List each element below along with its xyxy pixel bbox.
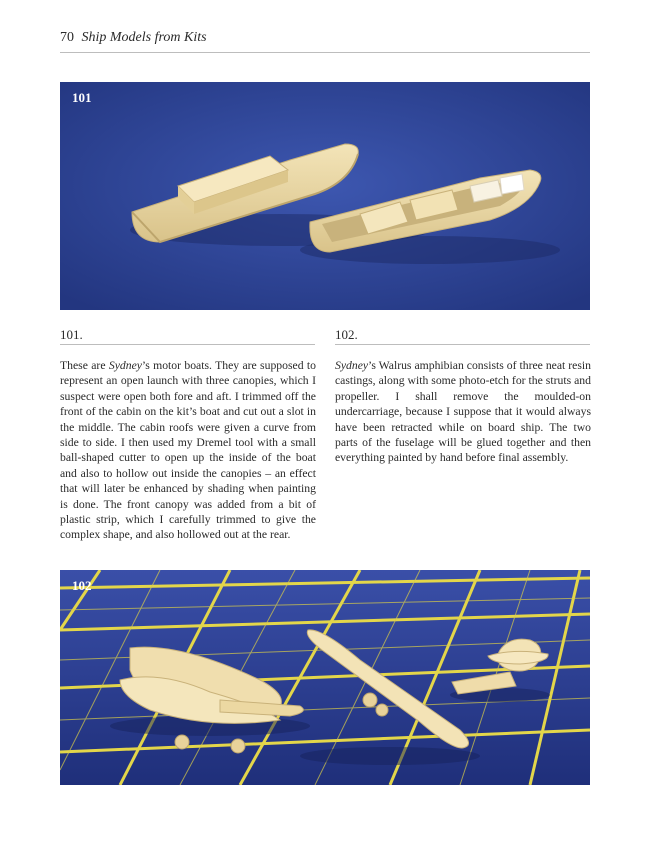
caption-101-body: ’s motor boats. They are supposed to represent an open launch with three canopies, which I suspect were open both fore and aft. I trimmed off the front of the cabin on the kit’s boat and cut out a slot in the middle. The cabin roofs were given a curve from side to side. I then used my Dremel tool with a small ball-shaped cutter to open up the inside of the boat and also to hollow out inside the canopies – an effect that will later be enhanced by shading when painting is done. The front canopy was added from a bit of plastic strip, which I carefully trimmed to give the complex shape, and also hollowed out at the rear. <box>60 359 316 542</box>
photo-102-image <box>60 570 590 785</box>
caption-102-body: ’s Walrus amphibian consists of three neat resin castings, along with some photo-etch for the struts and propeller. I shall remove the moulded-on undercarriage, because I suppose that it would always have been retracted while on board ship. The two parts of the fuselage will be glued together and then everything painted by hand before final assembly. <box>335 359 591 465</box>
photo-102-walrus-parts <box>60 570 590 785</box>
page-number: 70 <box>60 30 74 45</box>
caption-text-101 <box>60 358 316 543</box>
photo-101-motor-boats <box>60 82 590 310</box>
caption-101-ship-name: Sydney <box>108 359 142 372</box>
caption-102-ship-name: Sydney <box>335 359 369 372</box>
caption-number-101: 101. <box>60 327 315 345</box>
caption-number-102: 102. <box>335 327 590 345</box>
photo-label-102: 102 <box>72 578 92 593</box>
photo-label-101: 101 <box>72 90 92 105</box>
book-title: Ship Models from Kits <box>81 30 207 45</box>
caption-101-prefix: These are <box>60 359 109 372</box>
running-header <box>60 30 590 53</box>
photo-101-image <box>60 82 590 310</box>
caption-text-102 <box>335 358 591 466</box>
